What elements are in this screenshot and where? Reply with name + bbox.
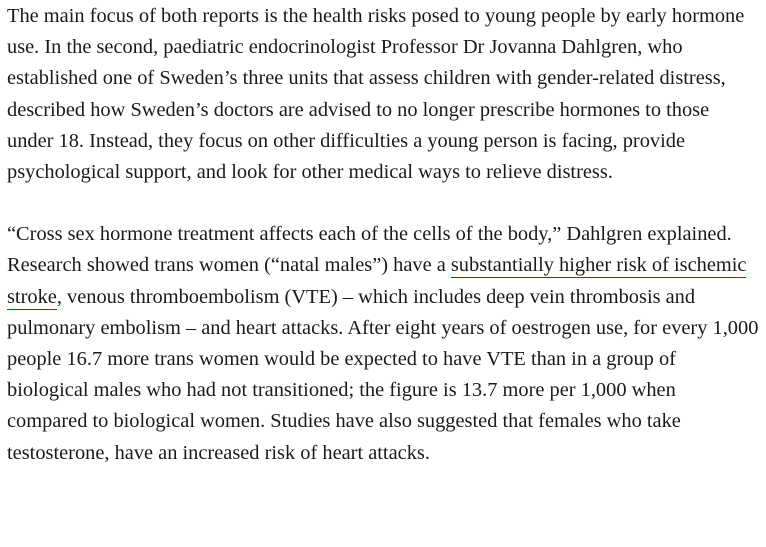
stroke-risk-link[interactable]: substantially higher risk of ischemic stroke [7,254,747,308]
paragraph-text: , venous thromboembolism (VTE) – which includes deep vein thrombosis and pulmonary embolism – and heart attacks. After eight years of oestrogen use, for every 1,000 people 16.7 more trans women would be expected to have VTE than in a group of biological males who had not transitioned; the figure is 13.7 more per 1,000 when compared to biological women. Studies have also suggested that females who take testosterone, have an increased risk of heart attacks. [7,285,759,464]
article-body [0,1,766,469]
paragraph-text: “Cross sex hormone treatment affects each of the cells of the body,” Dahlgren explained. Research showed trans women (“natal males”) have a [7,223,732,277]
article-paragraph [7,219,760,469]
article-paragraph: The main focus of both reports is the health risks posed to young people by early hormone use. In the second, paediatric endocrinologist Professor Dr Jovanna Dahlgren, who established one of Sweden’s three units that assess children with gender-related distress, described how Sweden’s doctors are advised to no longer prescribe hormones to those under 18. Instead, they focus on other difficulties a young person is facing, provide psychological support, and look for other medical ways to relieve distress. [7,5,745,184]
